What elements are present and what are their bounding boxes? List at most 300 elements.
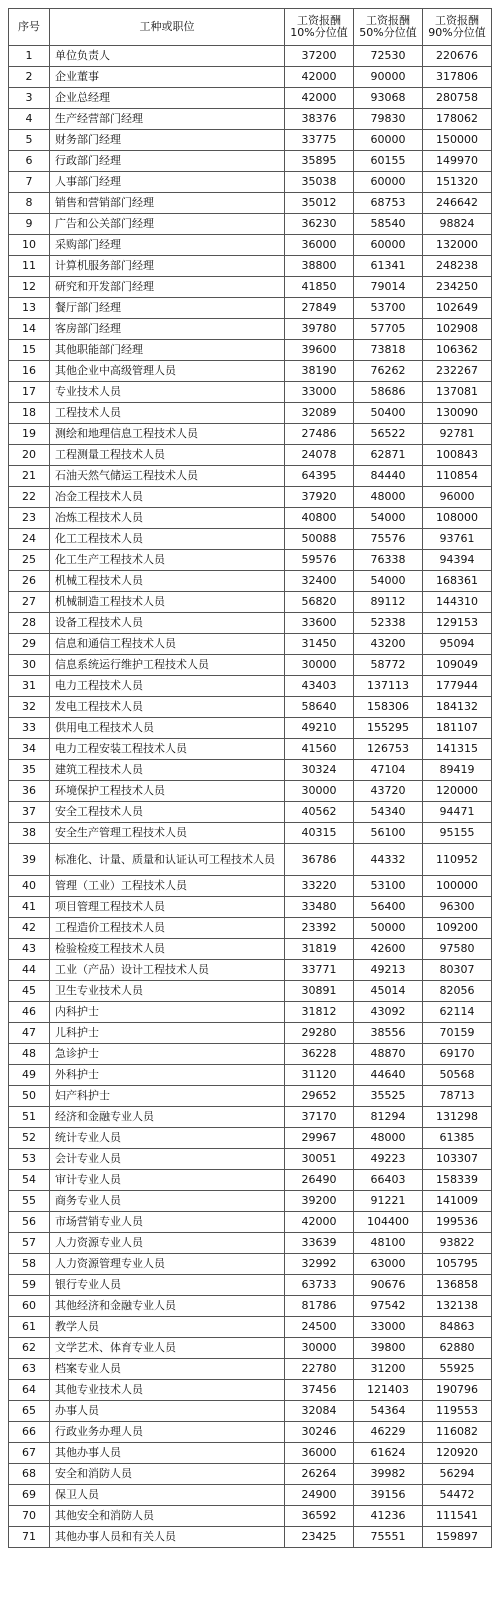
- row-p90: 280758: [423, 88, 492, 109]
- row-index: 61: [9, 1317, 50, 1338]
- row-index: 53: [9, 1149, 50, 1170]
- row-p50: 50400: [354, 403, 423, 424]
- row-job-title: 电力工程技术人员: [50, 676, 285, 697]
- row-p50: 75551: [354, 1527, 423, 1548]
- row-p50: 90000: [354, 67, 423, 88]
- row-p90: 55925: [423, 1359, 492, 1380]
- row-job-title: 测绘和地理信息工程技术人员: [50, 424, 285, 445]
- row-p90: 93761: [423, 529, 492, 550]
- row-p50: 54340: [354, 802, 423, 823]
- row-job-title: 其他经济和金融专业人员: [50, 1296, 285, 1317]
- row-p10: 26490: [285, 1170, 354, 1191]
- row-job-title: 供用电工程技术人员: [50, 718, 285, 739]
- row-job-title: 儿科护士: [50, 1023, 285, 1044]
- row-index: 71: [9, 1527, 50, 1548]
- table-row: [9, 613, 492, 634]
- row-job-title: 石油天然气储运工程技术人员: [50, 466, 285, 487]
- row-index: 70: [9, 1506, 50, 1527]
- row-p10: 38800: [285, 256, 354, 277]
- row-index: 67: [9, 1443, 50, 1464]
- row-index: 4: [9, 109, 50, 130]
- row-p50: 39982: [354, 1464, 423, 1485]
- row-index: 36: [9, 781, 50, 802]
- row-p90: 103307: [423, 1149, 492, 1170]
- row-p50: 62871: [354, 445, 423, 466]
- row-p90: 102908: [423, 319, 492, 340]
- table-row: [9, 802, 492, 823]
- row-p90: 116082: [423, 1422, 492, 1443]
- row-p90: 69170: [423, 1044, 492, 1065]
- row-index: 64: [9, 1380, 50, 1401]
- row-p90: 100000: [423, 876, 492, 897]
- row-index: 10: [9, 235, 50, 256]
- row-p50: 48000: [354, 1128, 423, 1149]
- row-p50: 81294: [354, 1107, 423, 1128]
- row-job-title: 工程造价工程技术人员: [50, 918, 285, 939]
- row-job-title: 机械工程技术人员: [50, 571, 285, 592]
- row-job-title: 妇产科护士: [50, 1086, 285, 1107]
- row-p90: 130090: [423, 403, 492, 424]
- row-p10: 64395: [285, 466, 354, 487]
- row-p10: 36000: [285, 235, 354, 256]
- row-p50: 68753: [354, 193, 423, 214]
- table-row: [9, 1170, 492, 1191]
- row-p10: 41560: [285, 739, 354, 760]
- row-job-title: 会计专业人员: [50, 1149, 285, 1170]
- row-p90: 92781: [423, 424, 492, 445]
- row-job-title: 电力工程安装工程技术人员: [50, 739, 285, 760]
- row-index: 8: [9, 193, 50, 214]
- row-job-title: 机械制造工程技术人员: [50, 592, 285, 613]
- row-p50: 42600: [354, 939, 423, 960]
- row-p10: 30891: [285, 981, 354, 1002]
- row-p50: 79014: [354, 277, 423, 298]
- header-index: 序号: [9, 9, 50, 46]
- row-p90: 120000: [423, 781, 492, 802]
- table-row: [9, 214, 492, 235]
- row-job-title: 生产经营部门经理: [50, 109, 285, 130]
- row-p10: 23392: [285, 918, 354, 939]
- row-p10: 30000: [285, 655, 354, 676]
- row-p50: 60000: [354, 235, 423, 256]
- row-p10: 42000: [285, 1212, 354, 1233]
- row-p10: 29652: [285, 1086, 354, 1107]
- table-row: [9, 1380, 492, 1401]
- row-job-title: 财务部门经理: [50, 130, 285, 151]
- table-row: [9, 298, 492, 319]
- row-p90: 141009: [423, 1191, 492, 1212]
- row-p90: 70159: [423, 1023, 492, 1044]
- row-index: 34: [9, 739, 50, 760]
- row-p90: 111541: [423, 1506, 492, 1527]
- table-row: [9, 466, 492, 487]
- row-p50: 41236: [354, 1506, 423, 1527]
- row-p50: 60000: [354, 172, 423, 193]
- row-p90: 141315: [423, 739, 492, 760]
- row-job-title: 其他职能部门经理: [50, 340, 285, 361]
- row-p50: 137113: [354, 676, 423, 697]
- table-row: [9, 1422, 492, 1443]
- table-row: [9, 1086, 492, 1107]
- row-p10: 30000: [285, 1338, 354, 1359]
- row-p90: 102649: [423, 298, 492, 319]
- row-p10: 36228: [285, 1044, 354, 1065]
- row-p50: 58686: [354, 382, 423, 403]
- row-index: 28: [9, 613, 50, 634]
- row-job-title: 内科护士: [50, 1002, 285, 1023]
- row-index: 45: [9, 981, 50, 1002]
- row-p90: 184132: [423, 697, 492, 718]
- row-p90: 62114: [423, 1002, 492, 1023]
- row-job-title: 管理（工业）工程技术人员: [50, 876, 285, 897]
- row-index: 3: [9, 88, 50, 109]
- row-p90: 89419: [423, 760, 492, 781]
- row-p90: 119553: [423, 1401, 492, 1422]
- row-job-title: 卫生专业技术人员: [50, 981, 285, 1002]
- row-p10: 38190: [285, 361, 354, 382]
- row-p10: 63733: [285, 1275, 354, 1296]
- row-index: 63: [9, 1359, 50, 1380]
- row-p90: 100843: [423, 445, 492, 466]
- row-index: 22: [9, 487, 50, 508]
- row-job-title: 单位负责人: [50, 46, 285, 67]
- table-row: [9, 718, 492, 739]
- row-job-title: 商务专业人员: [50, 1191, 285, 1212]
- row-p90: 178062: [423, 109, 492, 130]
- row-p50: 44640: [354, 1065, 423, 1086]
- row-job-title: 安全和消防人员: [50, 1464, 285, 1485]
- row-p50: 58772: [354, 655, 423, 676]
- row-index: 32: [9, 697, 50, 718]
- table-row: [9, 1485, 492, 1506]
- row-p50: 76338: [354, 550, 423, 571]
- row-index: 35: [9, 760, 50, 781]
- row-p50: 155295: [354, 718, 423, 739]
- row-job-title: 其他安全和消防人员: [50, 1506, 285, 1527]
- row-job-title: 企业总经理: [50, 88, 285, 109]
- table-row: [9, 1149, 492, 1170]
- row-p50: 75576: [354, 529, 423, 550]
- header-p50: 工资报酬 50%分位值: [354, 9, 423, 46]
- row-p10: 37456: [285, 1380, 354, 1401]
- row-p10: 58640: [285, 697, 354, 718]
- row-job-title: 发电工程技术人员: [50, 697, 285, 718]
- row-p90: 248238: [423, 256, 492, 277]
- row-p90: 317806: [423, 67, 492, 88]
- row-p50: 43200: [354, 634, 423, 655]
- row-p90: 132138: [423, 1296, 492, 1317]
- row-p50: 60155: [354, 151, 423, 172]
- row-job-title: 安全工程技术人员: [50, 802, 285, 823]
- row-job-title: 银行专业人员: [50, 1275, 285, 1296]
- row-job-title: 检验检疫工程技术人员: [50, 939, 285, 960]
- table-row: [9, 361, 492, 382]
- row-p50: 61341: [354, 256, 423, 277]
- row-p10: 23425: [285, 1527, 354, 1548]
- row-p50: 46229: [354, 1422, 423, 1443]
- table-row: [9, 739, 492, 760]
- row-p50: 39156: [354, 1485, 423, 1506]
- row-p10: 36230: [285, 214, 354, 235]
- row-p10: 31819: [285, 939, 354, 960]
- table-row: [9, 1191, 492, 1212]
- row-p10: 33775: [285, 130, 354, 151]
- row-index: 38: [9, 823, 50, 844]
- row-p50: 53100: [354, 876, 423, 897]
- row-p10: 36592: [285, 1506, 354, 1527]
- row-p50: 158306: [354, 697, 423, 718]
- row-index: 51: [9, 1107, 50, 1128]
- row-job-title: 环境保护工程技术人员: [50, 781, 285, 802]
- table-row: [9, 981, 492, 1002]
- row-p50: 44332: [354, 844, 423, 876]
- table-row: [9, 256, 492, 277]
- row-p90: 95094: [423, 634, 492, 655]
- row-p10: 22780: [285, 1359, 354, 1380]
- table-row: [9, 1023, 492, 1044]
- row-index: 15: [9, 340, 50, 361]
- row-job-title: 经济和金融专业人员: [50, 1107, 285, 1128]
- row-p50: 104400: [354, 1212, 423, 1233]
- row-job-title: 广告和公关部门经理: [50, 214, 285, 235]
- table-row: [9, 918, 492, 939]
- row-job-title: 行政部门经理: [50, 151, 285, 172]
- table-row: [9, 676, 492, 697]
- row-index: 13: [9, 298, 50, 319]
- row-index: 20: [9, 445, 50, 466]
- row-p50: 91221: [354, 1191, 423, 1212]
- row-index: 19: [9, 424, 50, 445]
- row-index: 17: [9, 382, 50, 403]
- row-p10: 40315: [285, 823, 354, 844]
- row-job-title: 市场营销专业人员: [50, 1212, 285, 1233]
- row-p10: 33000: [285, 382, 354, 403]
- row-index: 40: [9, 876, 50, 897]
- row-p50: 49213: [354, 960, 423, 981]
- row-p90: 97580: [423, 939, 492, 960]
- row-p10: 30000: [285, 781, 354, 802]
- row-p90: 94471: [423, 802, 492, 823]
- row-p10: 36786: [285, 844, 354, 876]
- table-row: [9, 571, 492, 592]
- row-job-title: 计算机服务部门经理: [50, 256, 285, 277]
- row-index: 55: [9, 1191, 50, 1212]
- row-index: 27: [9, 592, 50, 613]
- row-index: 65: [9, 1401, 50, 1422]
- table-row: [9, 1233, 492, 1254]
- row-p10: 30051: [285, 1149, 354, 1170]
- row-job-title: 教学人员: [50, 1317, 285, 1338]
- row-p90: 109200: [423, 918, 492, 939]
- table-row: [9, 109, 492, 130]
- row-index: 31: [9, 676, 50, 697]
- table-row: [9, 876, 492, 897]
- row-p10: 31120: [285, 1065, 354, 1086]
- row-p50: 73818: [354, 340, 423, 361]
- row-p50: 45014: [354, 981, 423, 1002]
- row-p50: 47104: [354, 760, 423, 781]
- row-job-title: 信息系统运行维护工程技术人员: [50, 655, 285, 676]
- row-p50: 72530: [354, 46, 423, 67]
- row-p10: 33771: [285, 960, 354, 981]
- row-p90: 158339: [423, 1170, 492, 1191]
- row-job-title: 人事部门经理: [50, 172, 285, 193]
- row-p50: 63000: [354, 1254, 423, 1275]
- row-job-title: 项目管理工程技术人员: [50, 897, 285, 918]
- row-index: 42: [9, 918, 50, 939]
- row-p90: 96300: [423, 897, 492, 918]
- row-p90: 159897: [423, 1527, 492, 1548]
- table-row: [9, 634, 492, 655]
- row-index: 26: [9, 571, 50, 592]
- table-row: [9, 46, 492, 67]
- row-index: 57: [9, 1233, 50, 1254]
- row-p10: 33480: [285, 897, 354, 918]
- table-row: [9, 1065, 492, 1086]
- table-row: [9, 1212, 492, 1233]
- row-p10: 43403: [285, 676, 354, 697]
- row-job-title: 行政业务办理人员: [50, 1422, 285, 1443]
- row-p10: 35012: [285, 193, 354, 214]
- row-p90: 149970: [423, 151, 492, 172]
- row-index: 60: [9, 1296, 50, 1317]
- table-row: [9, 823, 492, 844]
- row-p10: 24078: [285, 445, 354, 466]
- row-p10: 35895: [285, 151, 354, 172]
- table-row: [9, 382, 492, 403]
- row-p50: 97542: [354, 1296, 423, 1317]
- row-p10: 39200: [285, 1191, 354, 1212]
- row-job-title: 办事人员: [50, 1401, 285, 1422]
- row-job-title: 建筑工程技术人员: [50, 760, 285, 781]
- table-row: [9, 1527, 492, 1548]
- row-index: 52: [9, 1128, 50, 1149]
- row-p10: 30246: [285, 1422, 354, 1443]
- table-row: [9, 67, 492, 88]
- row-p10: 35038: [285, 172, 354, 193]
- table-row: [9, 655, 492, 676]
- row-p10: 50088: [285, 529, 354, 550]
- table-row: [9, 1128, 492, 1149]
- row-p50: 48870: [354, 1044, 423, 1065]
- row-p90: 110952: [423, 844, 492, 876]
- row-p10: 32089: [285, 403, 354, 424]
- row-index: 25: [9, 550, 50, 571]
- row-job-title: 化工工程技术人员: [50, 529, 285, 550]
- table-row: [9, 1359, 492, 1380]
- row-p10: 41850: [285, 277, 354, 298]
- row-job-title: 人力资源专业人员: [50, 1233, 285, 1254]
- table-row: [9, 340, 492, 361]
- row-index: 30: [9, 655, 50, 676]
- row-index: 6: [9, 151, 50, 172]
- row-p10: 38376: [285, 109, 354, 130]
- table-row: [9, 151, 492, 172]
- row-p50: 76262: [354, 361, 423, 382]
- row-p90: 246642: [423, 193, 492, 214]
- table-row: [9, 424, 492, 445]
- row-p50: 66403: [354, 1170, 423, 1191]
- row-p10: 36000: [285, 1443, 354, 1464]
- row-p90: 98824: [423, 214, 492, 235]
- row-index: 12: [9, 277, 50, 298]
- row-index: 5: [9, 130, 50, 151]
- row-p10: 24900: [285, 1485, 354, 1506]
- row-p50: 33000: [354, 1317, 423, 1338]
- row-job-title: 采购部门经理: [50, 235, 285, 256]
- row-p50: 39800: [354, 1338, 423, 1359]
- row-p90: 93822: [423, 1233, 492, 1254]
- table-row: [9, 1275, 492, 1296]
- table-body: [9, 46, 492, 1548]
- row-p90: 137081: [423, 382, 492, 403]
- row-index: 48: [9, 1044, 50, 1065]
- row-p50: 49223: [354, 1149, 423, 1170]
- row-job-title: 保卫人员: [50, 1485, 285, 1506]
- row-p10: 27486: [285, 424, 354, 445]
- row-p90: 105795: [423, 1254, 492, 1275]
- row-p50: 54000: [354, 571, 423, 592]
- row-index: 9: [9, 214, 50, 235]
- row-p90: 232267: [423, 361, 492, 382]
- table-row: [9, 319, 492, 340]
- row-job-title: 档案专业人员: [50, 1359, 285, 1380]
- row-index: 44: [9, 960, 50, 981]
- table-row: [9, 550, 492, 571]
- row-p90: 54472: [423, 1485, 492, 1506]
- table-row: [9, 897, 492, 918]
- row-index: 2: [9, 67, 50, 88]
- row-p50: 31200: [354, 1359, 423, 1380]
- row-index: 62: [9, 1338, 50, 1359]
- row-index: 39: [9, 844, 50, 876]
- row-index: 68: [9, 1464, 50, 1485]
- header-p90: 工资报酬 90%分位值: [423, 9, 492, 46]
- row-p50: 60000: [354, 130, 423, 151]
- table-row: [9, 508, 492, 529]
- row-job-title: 审计专业人员: [50, 1170, 285, 1191]
- row-job-title: 外科护士: [50, 1065, 285, 1086]
- row-index: 23: [9, 508, 50, 529]
- row-p90: 50568: [423, 1065, 492, 1086]
- row-p90: 150000: [423, 130, 492, 151]
- row-p10: 59576: [285, 550, 354, 571]
- row-p50: 38556: [354, 1023, 423, 1044]
- header-p10: 工资报酬 10%分位值: [285, 9, 354, 46]
- row-index: 46: [9, 1002, 50, 1023]
- row-index: 29: [9, 634, 50, 655]
- table-row: [9, 781, 492, 802]
- row-job-title: 工程测量工程技术人员: [50, 445, 285, 466]
- salary-table: [8, 8, 492, 1548]
- row-job-title: 人力资源管理专业人员: [50, 1254, 285, 1275]
- row-p90: 94394: [423, 550, 492, 571]
- table-header-row: [9, 9, 492, 46]
- row-job-title: 冶金工程技术人员: [50, 487, 285, 508]
- table-row: [9, 1443, 492, 1464]
- row-index: 24: [9, 529, 50, 550]
- table-row: [9, 403, 492, 424]
- row-p50: 89112: [354, 592, 423, 613]
- row-p50: 58540: [354, 214, 423, 235]
- row-p50: 90676: [354, 1275, 423, 1296]
- row-p90: 132000: [423, 235, 492, 256]
- row-p10: 37920: [285, 487, 354, 508]
- row-p10: 39780: [285, 319, 354, 340]
- row-p90: 106362: [423, 340, 492, 361]
- table-row: [9, 235, 492, 256]
- row-job-title: 冶炼工程技术人员: [50, 508, 285, 529]
